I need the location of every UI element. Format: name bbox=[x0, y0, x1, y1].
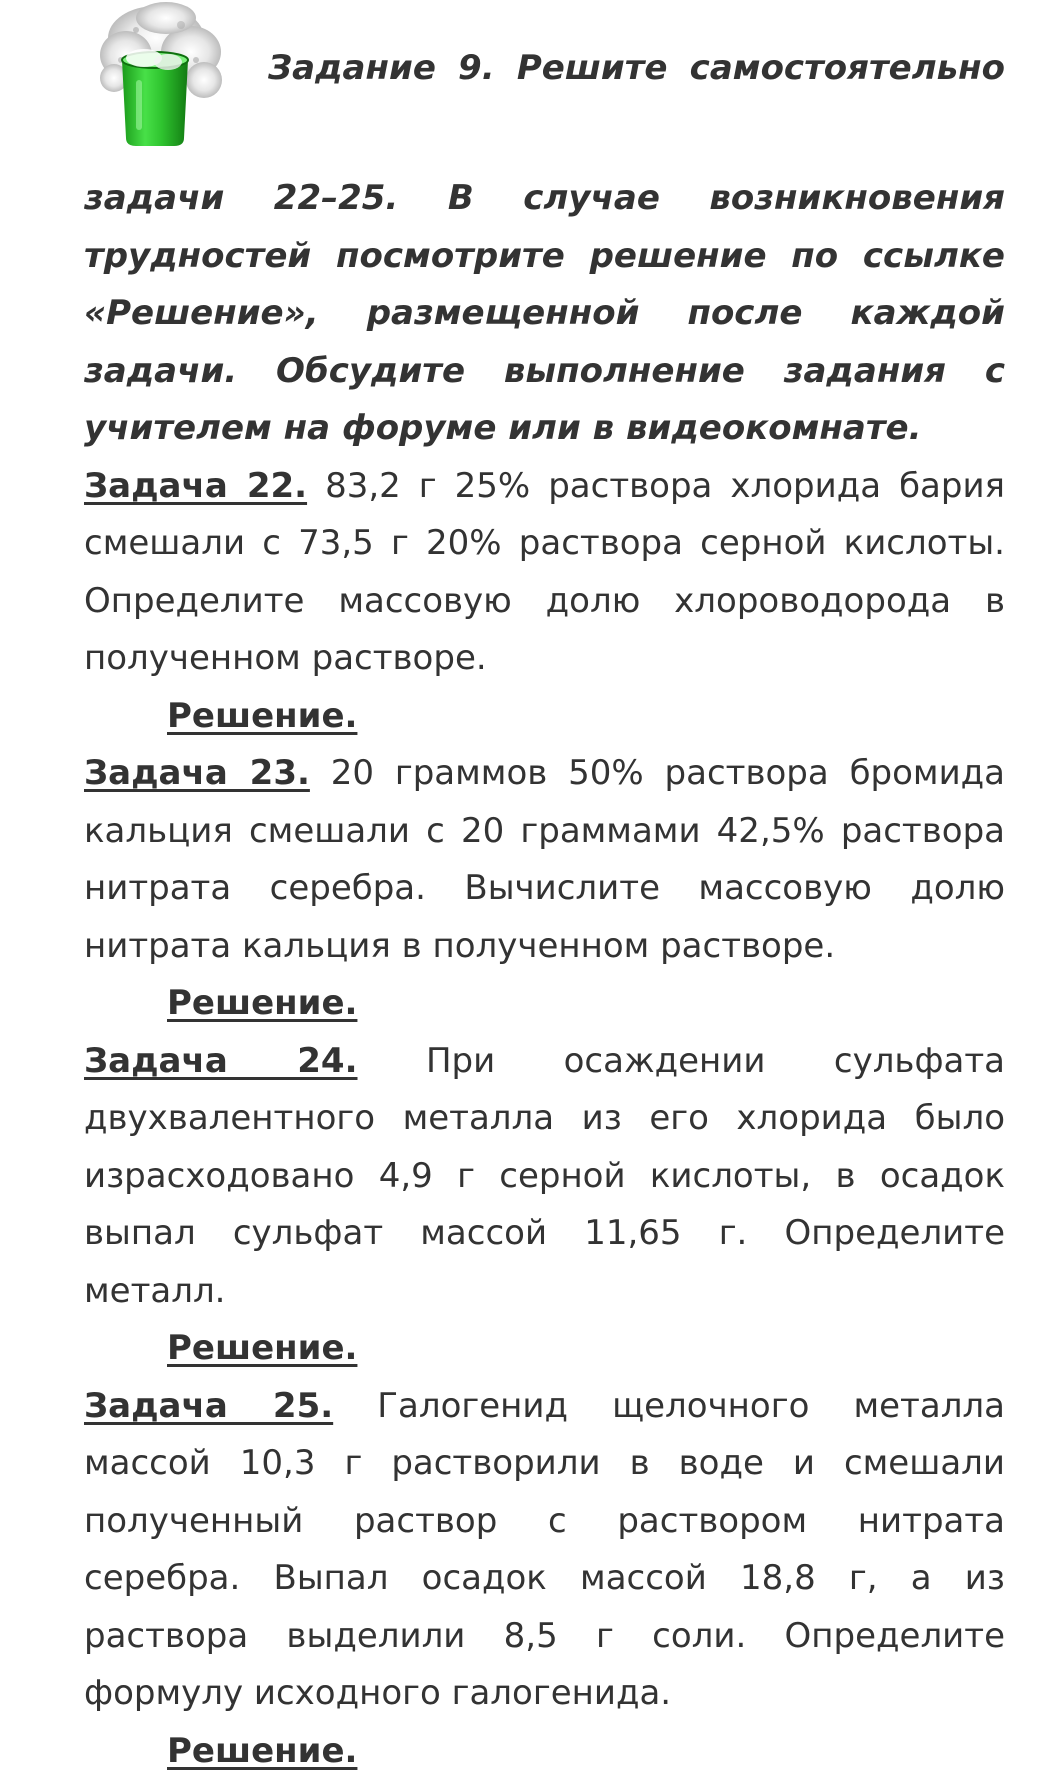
task-24-label[interactable]: Задача 24. bbox=[84, 1041, 358, 1081]
task-22-label[interactable]: Задача 22. bbox=[84, 466, 307, 506]
smoking-beaker-icon bbox=[96, 0, 236, 160]
task-24-solution bbox=[84, 1320, 1005, 1378]
task-22 bbox=[84, 458, 1005, 688]
task-22-solution bbox=[84, 688, 1005, 746]
assignment-instructions: задачи 22–25. В случае возникновения трудностей посмотрите решение по ссылке «Решение», размещенной после каждой задачи. Обсудите выполнение задания с учителем на форуме или в видеокомнате. bbox=[84, 170, 1005, 458]
solution-link-23[interactable]: Решение. bbox=[167, 983, 357, 1023]
task-23 bbox=[84, 745, 1005, 975]
task-22-text: 83,2 г 25% раствора хлорида бария смешали с 73,5 г 20% раствора серной кислоты. Определите массовую долю хлороводорода в полученном растворе. bbox=[84, 466, 1005, 679]
task-25-label[interactable]: Задача 25. bbox=[84, 1386, 333, 1426]
main-content bbox=[84, 170, 1005, 1780]
task-25 bbox=[84, 1378, 1005, 1723]
task-23-label[interactable]: Задача 23. bbox=[84, 753, 310, 793]
solution-link-24[interactable]: Решение. bbox=[167, 1328, 357, 1368]
solution-link-25[interactable]: Решение. bbox=[167, 1731, 357, 1771]
assignment-title: Задание 9. Решите самостоятельно bbox=[268, 40, 1005, 97]
solution-link-22[interactable]: Решение. bbox=[167, 696, 357, 736]
task-23-solution bbox=[84, 975, 1005, 1033]
task-25-text: Галогенид щелочного металла массой 10,3 г растворили в воде и смешали полученный раствор с раствором нитрата серебра. Выпал осадок массой 18,8 г, а из раствора выделили 8,5 г соли. Определите формулу исходного галогенида. bbox=[84, 1386, 1005, 1714]
task-23-text: 20 граммов 50% раствора бромида кальция смешали с 20 граммами 42,5% раствора нитрата серебра. Вычислите массовую долю нитрата кальция в полученном растворе. bbox=[84, 753, 1005, 966]
task-24 bbox=[84, 1033, 1005, 1321]
task-24-text: При осаждении сульфата двухвалентного металла из его хлорида было израсходовано 4,9 г серной кислоты, в осадок выпал сульфат массой 11,65 г. Определите металл. bbox=[84, 1041, 1005, 1311]
task-25-solution bbox=[84, 1723, 1005, 1780]
